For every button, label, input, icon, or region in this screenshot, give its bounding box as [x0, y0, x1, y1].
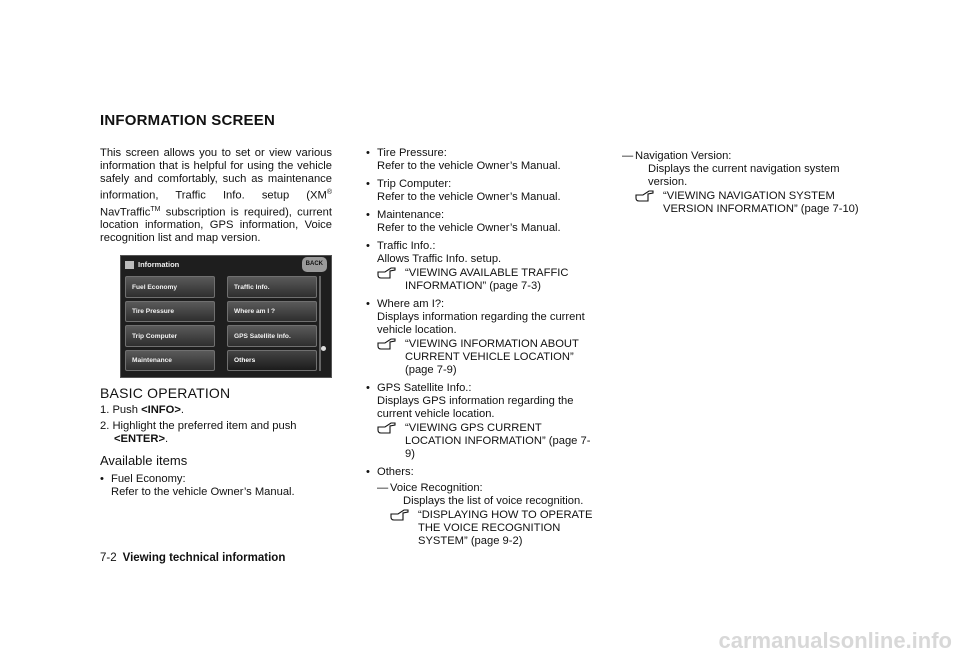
menu-item-tire-pressure: Tire Pressure [125, 301, 215, 323]
navigation-reference: “VIEWING NAVIGATION SYSTEM VERSION INFORMATION” (page 7-10) [635, 190, 862, 216]
where-reference: “VIEWING INFORMATION ABOUT CURRENT VEHICLE LOCATION” (page 7-9) [377, 338, 598, 377]
pointing-hand-icon [635, 189, 655, 203]
sub-item-navigation-version: — Navigation Version: Displays the current navigation system version. “VIEWING NAVIGATION SYSTEM VERSION INFORMATION” (page 7-10) [622, 150, 862, 216]
back-button: BACK [302, 257, 327, 272]
screen-menu-left [125, 276, 215, 371]
item-trip-computer: • Trip Computer: Refer to the vehicle Owner’s Manual. [366, 178, 598, 204]
item-gps-satellite-info: • GPS Satellite Info.: Displays GPS information regarding the current vehicle location. “VIEWING GPS CURRENT LOCATION INFORMATION” (page 7-9) [366, 382, 598, 461]
pointing-hand-icon [377, 337, 397, 351]
column-3 [622, 147, 862, 219]
section-title: INFORMATION SCREEN [100, 112, 275, 129]
page-number: 7-2 [100, 552, 117, 564]
item-where-am-i: • Where am I?: Displays information regarding the current vehicle location. “VIEWING INFORMATION ABOUT CURRENT VEHICLE LOCATION” (page 7-9) [366, 298, 598, 377]
pointing-hand-icon [377, 421, 397, 435]
screen-menu-right [227, 276, 317, 371]
gps-reference: “VIEWING GPS CURRENT LOCATION INFORMATION” (page 7-9) [377, 422, 598, 461]
menu-item-where-am-i: Where am I ? [227, 301, 317, 323]
pointing-hand-icon [390, 508, 410, 522]
menu-item-fuel-economy: Fuel Economy [125, 276, 215, 298]
traffic-reference: “VIEWING AVAILABLE TRAFFIC INFORMATION” (page 7-3) [377, 267, 598, 293]
step-1: 1. Push <INFO>. [100, 404, 184, 417]
item-traffic-info: • Traffic Info.: Allows Traffic Info. setup. “VIEWING AVAILABLE TRAFFIC INFORMATION” (page 7-3) [366, 240, 598, 293]
column-1 [100, 147, 332, 504]
item-fuel-economy: • Fuel Economy: Refer to the vehicle Owner’s Manual. [100, 473, 332, 499]
item-maintenance: • Maintenance: Refer to the vehicle Owner’s Manual. [366, 209, 598, 235]
item-others: • Others: — Voice Recognition: Displays the list of voice recognition. “DISPLAYING HOW TO OPERATE THE VOICE RECOGNITION SYSTEM” (page 9-2) [366, 466, 598, 548]
menu-item-others: Others [227, 350, 317, 372]
column-2 [366, 147, 598, 553]
basic-operation-heading: BASIC OPERATION [100, 385, 231, 402]
available-items-heading: Available items [100, 453, 188, 469]
intro-paragraph: This screen allows you to set or view various information that is helpful for using the vehicle safely and comfortably, such as maintenance information, Traffic Info. setup (XM® NavTraffic™ subscription is required), current location information, GPS information, Voice recognition list and map version. [100, 147, 332, 245]
pointing-hand-icon [377, 266, 397, 280]
menu-item-gps-satellite-info: GPS Satellite Info. [227, 325, 317, 347]
footer-section-title: Viewing technical information [122, 552, 286, 564]
menu-item-maintenance: Maintenance [125, 350, 215, 372]
screen-scrollbar [319, 276, 321, 371]
screen-menu [125, 276, 317, 371]
item-tire-pressure: • Tire Pressure: Refer to the vehicle Owner’s Manual. [366, 147, 598, 173]
menu-item-traffic-info: Traffic Info. [227, 276, 317, 298]
screen-header [125, 259, 327, 270]
info-icon [125, 261, 134, 269]
watermark: carmanualsonline.info [718, 628, 952, 653]
sub-item-voice-recognition: — Voice Recognition: Displays the list of voice recognition. “DISPLAYING HOW TO OPERATE THE VOICE RECOGNITION SYSTEM” (page 9-2) [377, 482, 598, 548]
voice-reference: “DISPLAYING HOW TO OPERATE THE VOICE RECOGNITION SYSTEM” (page 9-2) [390, 509, 598, 548]
information-screen-image [120, 255, 332, 378]
page-footer [100, 552, 285, 564]
step-2: 2. Highlight the preferred item and push <ENTER>. [100, 420, 297, 446]
screen-title: Information [138, 260, 180, 270]
scroll-position-dot [321, 346, 326, 351]
menu-item-trip-computer: Trip Computer [125, 325, 215, 347]
